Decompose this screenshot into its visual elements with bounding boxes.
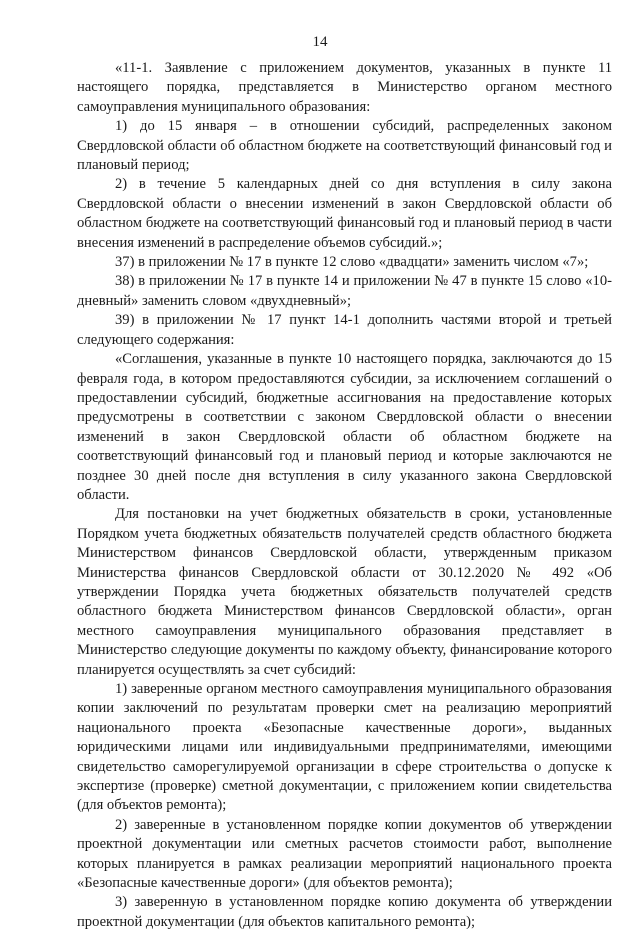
paragraph-amendment-37: 37) в приложении № 17 в пункте 12 слово «двадцати» заменить числом «7»; bbox=[115, 254, 589, 271]
paragraph-11-1-intro: «11-1. Заявление с приложением документов, указанных в пункте 11 настоящего порядка, представляется в Министерство органом местного самоуправления муниципального образования: bbox=[77, 60, 612, 115]
paragraph-doc-item-3: 3) заверенную в установленном порядке копию документа об утверждении проектной документации (для объектов капитального ремонта); bbox=[77, 894, 612, 930]
paragraph-amendment-38: 38) в приложении № 17 в пункте 14 и приложении № 47 в пункте 15 слово «10-дневный» заменить словом «двухдневный»; bbox=[77, 273, 612, 309]
paragraph-item-2-five-days: 2) в течение 5 календарных дней со дня вступления в силу закона Свердловской области о внесении изменений в закон Свердловской области об областном бюджете на соответствующий финансовый год и плановый период в части внесения изменений в распределение объемов субсидий.»; bbox=[77, 176, 612, 251]
paragraph-agreements: «Соглашения, указанные в пункте 10 настоящего порядка, заключаются до 15 февраля года, в котором предоставляются субсидии, за исключением соглашений о предоставлении субсидий, бюджетные ассигнования на предоставление которых предусмотрены в соответствии с законом Свердловской области о внесении изменений в закон Свердловской области об областном бюджете на соответствующий финансовый год и плановый период и которые заключаются не позднее 30 дней после дня вступления в силу указанного закона Свердловской области. bbox=[77, 351, 612, 503]
page-number: 14 bbox=[312, 34, 328, 50]
paragraph-budget-obligations: Для постановки на учет бюджетных обязательств в сроки, установленные Порядком учета бюджетных обязательств получателей средств областного бюджета Министерством финансов Свердловской области, утвержденным приказом Министерства финансов Свердловской области от 30.12.2020 № 492 «Об утверждении Порядка учета бюджетных обязательств получателей средств областного бюджета Министерством финансов Свердловской области», орган местного самоуправления муниципального образования представляет в Министерство следующие документы по каждому объекту, финансирование которого планируется осуществлять за счет субсидий: bbox=[77, 506, 612, 678]
paragraph-doc-item-2: 2) заверенные в установленном порядке копии документов об утверждении проектной документации или сметных расчетов стоимости работ, выполнение которых планируется в рамках реализации мероприятий национального проекта «Безопасные качественные дороги» (для объектов ремонта); bbox=[77, 816, 612, 892]
paragraph-amendment-39: 39) в приложении № 17 пункт 14-1 дополнить частями второй и третьей следующего содержания: bbox=[77, 312, 612, 348]
document-body bbox=[77, 59, 612, 932]
paragraph-item-1-january: 1) до 15 января – в отношении субсидий, распределенных законом Свердловской области об областном бюджете на соответствующий финансовый год и плановый период; bbox=[77, 118, 612, 174]
paragraph-doc-item-1: 1) заверенные органом местного самоуправления муниципального образования копии заключений по результатам проверки смет на реализацию мероприятий национального проекта «Безопасные качественные дороги», выданных юридическими лицами или индивидуальными предпринимателями, имеющими свидетельство саморегулируемой организации в сфере строительства о допуске к экспертизе (проверке) сметной документации, с приложением копии свидетельства (для объектов ремонта); bbox=[77, 681, 612, 814]
